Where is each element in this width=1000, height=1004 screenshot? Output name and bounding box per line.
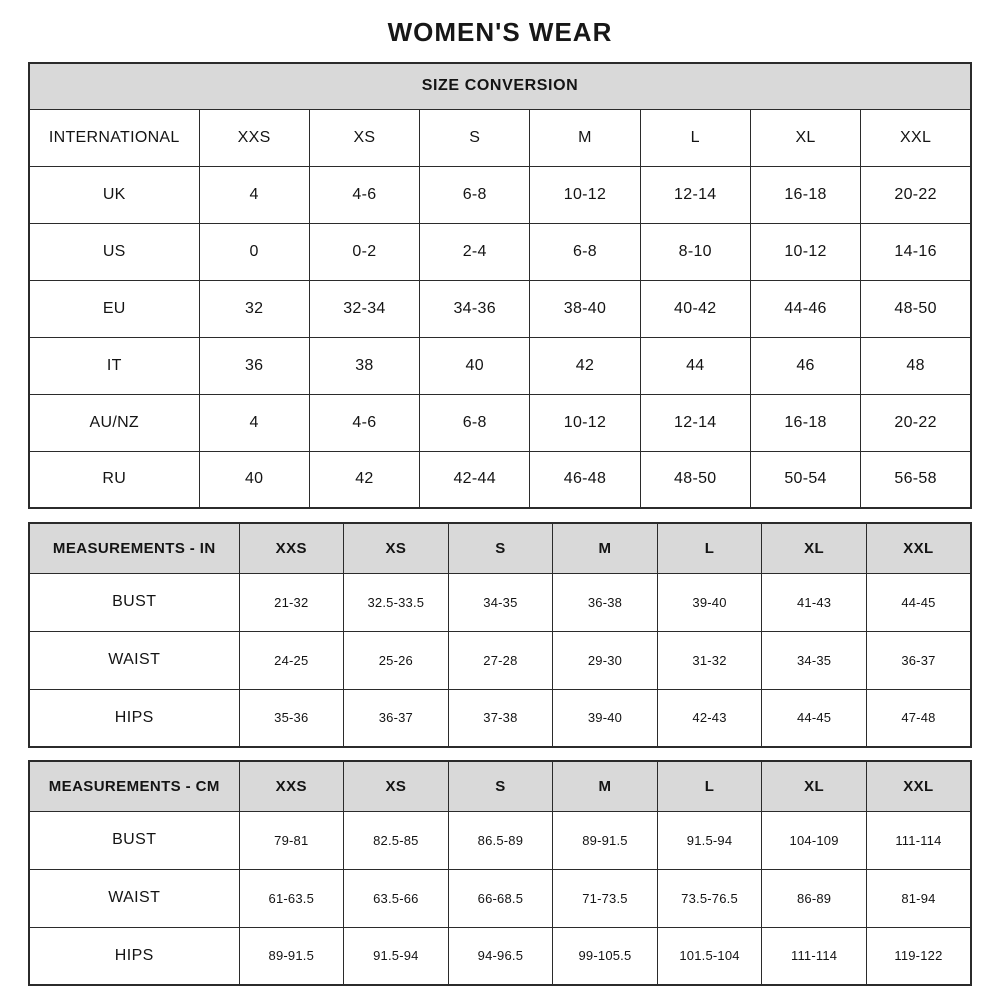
cell: 34-36 <box>420 280 530 337</box>
cell: 41-43 <box>762 573 867 631</box>
cell: 56-58 <box>861 451 971 508</box>
size-header: L <box>657 523 762 573</box>
cell: 42-43 <box>657 689 762 747</box>
cell: 99-105.5 <box>553 927 658 985</box>
cell: 36-37 <box>344 689 449 747</box>
cell: 38 <box>309 337 419 394</box>
cell: 44-46 <box>750 280 860 337</box>
cell: 25-26 <box>344 631 449 689</box>
cell: S <box>420 109 530 166</box>
cell: 66-68.5 <box>448 869 553 927</box>
row-label: HIPS <box>29 689 239 747</box>
cell: 46 <box>750 337 860 394</box>
row-label: HIPS <box>29 927 239 985</box>
cell: 38-40 <box>530 280 640 337</box>
size-header: XS <box>344 761 449 811</box>
header-row-international <box>29 109 971 166</box>
row-label: RU <box>29 451 199 508</box>
cell: 31-32 <box>657 631 762 689</box>
size-header: XL <box>762 761 867 811</box>
cell: 111-114 <box>866 811 971 869</box>
cell: 10-12 <box>530 394 640 451</box>
size-header: L <box>657 761 762 811</box>
measurements-in-table <box>28 522 972 748</box>
cell: 39-40 <box>553 689 658 747</box>
cell: XXS <box>199 109 309 166</box>
cell: M <box>530 109 640 166</box>
cell: 42-44 <box>420 451 530 508</box>
cell: 12-14 <box>640 166 750 223</box>
page-title: WOMEN'S WEAR <box>387 17 613 47</box>
cell: 50-54 <box>750 451 860 508</box>
cell: 47-48 <box>866 689 971 747</box>
cell: 46-48 <box>530 451 640 508</box>
size-header: XL <box>762 523 867 573</box>
row-uk <box>29 166 971 223</box>
row-eu <box>29 280 971 337</box>
cell: 29-30 <box>553 631 658 689</box>
cell: 10-12 <box>750 223 860 280</box>
size-header: XXL <box>866 523 971 573</box>
cell: 91.5-94 <box>344 927 449 985</box>
cell: 86-89 <box>762 869 867 927</box>
cell: 40 <box>199 451 309 508</box>
cell: 42 <box>309 451 419 508</box>
cell: 16-18 <box>750 394 860 451</box>
cell: 24-25 <box>239 631 344 689</box>
cell: 4-6 <box>309 166 419 223</box>
size-header: XXL <box>866 761 971 811</box>
cell: 44-45 <box>762 689 867 747</box>
row-hips-cm <box>29 927 971 985</box>
row-bust-in <box>29 573 971 631</box>
cell: 36-37 <box>866 631 971 689</box>
cell: 86.5-89 <box>448 811 553 869</box>
size-header: XXS <box>239 761 344 811</box>
cell: 6-8 <box>420 394 530 451</box>
cell: L <box>640 109 750 166</box>
row-us <box>29 223 971 280</box>
row-waist-cm <box>29 869 971 927</box>
row-aunz <box>29 394 971 451</box>
cell: 44-45 <box>866 573 971 631</box>
cell: 37-38 <box>448 689 553 747</box>
cell: 20-22 <box>861 394 971 451</box>
cell: 12-14 <box>640 394 750 451</box>
row-label: UK <box>29 166 199 223</box>
size-header: M <box>553 761 658 811</box>
cell: 6-8 <box>420 166 530 223</box>
cell: 39-40 <box>657 573 762 631</box>
row-label: WAIST <box>29 631 239 689</box>
cell: 104-109 <box>762 811 867 869</box>
cell: 10-12 <box>530 166 640 223</box>
cell: 34-35 <box>448 573 553 631</box>
row-label: BUST <box>29 573 239 631</box>
cell: 8-10 <box>640 223 750 280</box>
cell: 35-36 <box>239 689 344 747</box>
cell: 36-38 <box>553 573 658 631</box>
row-hips-in <box>29 689 971 747</box>
cell: 0 <box>199 223 309 280</box>
cell: 119-122 <box>866 927 971 985</box>
cell: 101.5-104 <box>657 927 762 985</box>
cell: 48 <box>861 337 971 394</box>
cell: 79-81 <box>239 811 344 869</box>
cell: 89-91.5 <box>553 811 658 869</box>
cell: 48-50 <box>640 451 750 508</box>
measurements-cm-table <box>28 760 972 986</box>
row-label: WAIST <box>29 869 239 927</box>
cell: 40-42 <box>640 280 750 337</box>
row-label: INTERNATIONAL <box>29 109 199 166</box>
cell: 32 <box>199 280 309 337</box>
row-label: AU/NZ <box>29 394 199 451</box>
cell: 4 <box>199 166 309 223</box>
cell: 6-8 <box>530 223 640 280</box>
row-it <box>29 337 971 394</box>
size-header: M <box>553 523 658 573</box>
row-label: IT <box>29 337 199 394</box>
cell: 111-114 <box>762 927 867 985</box>
cell: 2-4 <box>420 223 530 280</box>
cell: 82.5-85 <box>344 811 449 869</box>
cell: 94-96.5 <box>448 927 553 985</box>
size-header: XS <box>344 523 449 573</box>
row-label: EU <box>29 280 199 337</box>
size-header: S <box>448 761 553 811</box>
cell: XS <box>309 109 419 166</box>
row-waist-in <box>29 631 971 689</box>
cell: 32-34 <box>309 280 419 337</box>
cell: 27-28 <box>448 631 553 689</box>
cell: 21-32 <box>239 573 344 631</box>
row-ru <box>29 451 971 508</box>
cell: 63.5-66 <box>344 869 449 927</box>
cell: 20-22 <box>861 166 971 223</box>
banner-row <box>29 63 971 109</box>
cell: XXL <box>861 109 971 166</box>
cell: 14-16 <box>861 223 971 280</box>
cell: 61-63.5 <box>239 869 344 927</box>
cell: 89-91.5 <box>239 927 344 985</box>
cell: 4 <box>199 394 309 451</box>
cell: 44 <box>640 337 750 394</box>
header-row-measurements-in <box>29 523 971 573</box>
cell: XL <box>750 109 860 166</box>
cell: 40 <box>420 337 530 394</box>
cell: 36 <box>199 337 309 394</box>
cell: 48-50 <box>861 280 971 337</box>
cell: 0-2 <box>309 223 419 280</box>
cell: 81-94 <box>866 869 971 927</box>
cell: 34-35 <box>762 631 867 689</box>
row-label: BUST <box>29 811 239 869</box>
cell: 42 <box>530 337 640 394</box>
size-header: S <box>448 523 553 573</box>
cell: 91.5-94 <box>657 811 762 869</box>
cell: 4-6 <box>309 394 419 451</box>
table-heading: MEASUREMENTS - CM <box>29 761 239 811</box>
row-label: US <box>29 223 199 280</box>
size-conversion-banner: SIZE CONVERSION <box>29 63 971 109</box>
cell: 71-73.5 <box>553 869 658 927</box>
header-row-measurements-cm <box>29 761 971 811</box>
cell: 16-18 <box>750 166 860 223</box>
size-header: XXS <box>239 523 344 573</box>
cell: 32.5-33.5 <box>344 573 449 631</box>
size-conversion-table <box>28 62 972 509</box>
cell: 73.5-76.5 <box>657 869 762 927</box>
row-bust-cm <box>29 811 971 869</box>
table-heading: MEASUREMENTS - IN <box>29 523 239 573</box>
